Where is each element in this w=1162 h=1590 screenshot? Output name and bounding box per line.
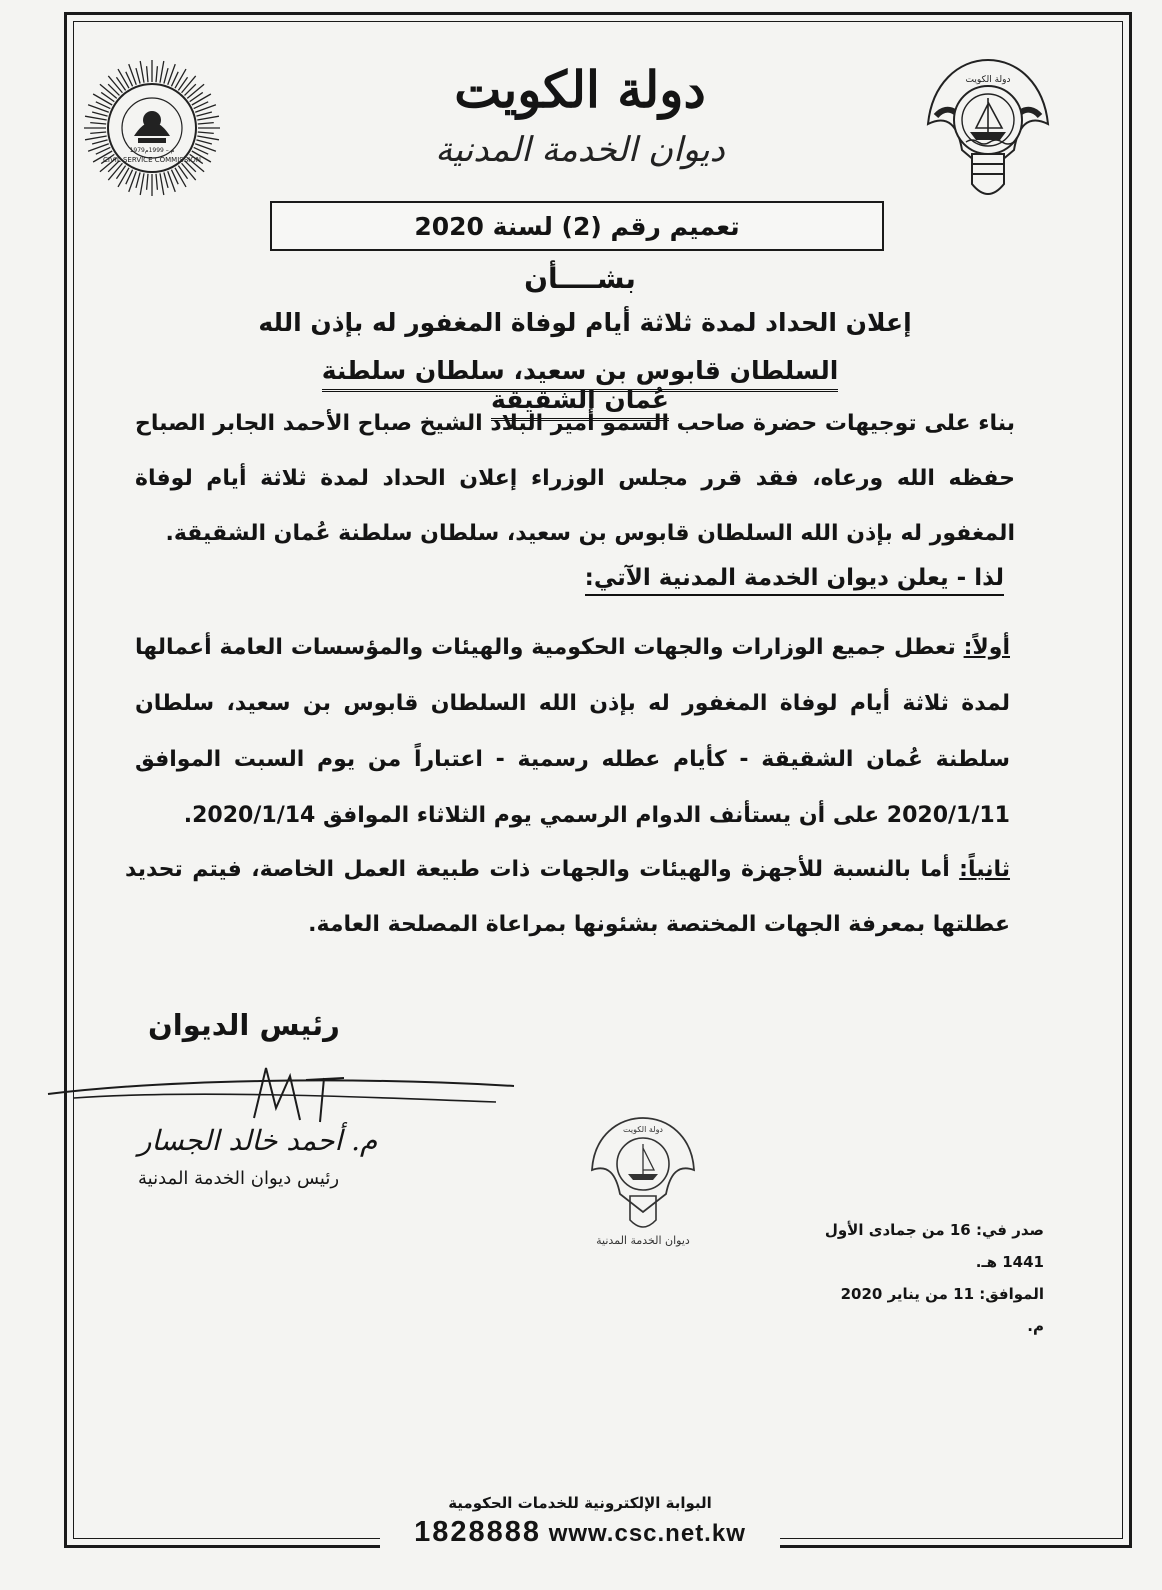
- footer-website: www.csc.net.kw: [548, 1520, 746, 1547]
- csc-sunburst-logo: [82, 58, 222, 198]
- clause-second: [125, 842, 1010, 952]
- circular-title: تعميم رقم (2) لسنة 2020: [414, 211, 740, 241]
- head-title: رئيس الديوان: [148, 1008, 340, 1042]
- regarding-heading: بشــــأن: [524, 262, 636, 295]
- agency-name: ديوان الخدمة المدنية: [435, 130, 725, 170]
- announcement-heading: [585, 565, 1004, 591]
- stamp-top-text: دولة الكويت: [623, 1125, 663, 1134]
- subject-line-2: السلطان قابوس بن سعيد، سلطان سلطنة عُمان الشقيقة: [322, 356, 839, 421]
- clause-second-text: أما بالنسبة للأجهزة والهيئات والجهات ذات طبيعة العمل الخاصة، فيتم تحديد عطلتها بمعرفة الجهات المختصة بشئونها بمراعاة المصلحة العامة.: [125, 857, 1010, 937]
- clause-second-label: ثانياً:: [959, 857, 1010, 882]
- signatory-position: رئيس ديوان الخدمة المدنية: [138, 1168, 340, 1189]
- clause-first-label: أولاً:: [963, 635, 1010, 660]
- issue-date-block: [824, 1214, 1044, 1342]
- intro-paragraph: بناء على توجيهات حضرة صاحب السمو أمير البلاد الشيخ صباح الأحمد الجابر الصباح حفظه الله ورعاه، فقد قرر مجلس الوزراء إعلان الحداد لمدة ثلاثة أيام لوفاة المغفور له بإذن الله السلطان قابوس بن سعيد، سلطان سلطنة عُمان الشقيقة.: [135, 411, 1015, 546]
- left-seal-years: 1979م – 1999م: [129, 147, 175, 154]
- clause-first: [135, 620, 1010, 844]
- clause-first-text: تعطل جميع الوزارات والجهات الحكومية والهيئات والمؤسسات العامة أعمالها لمدة ثلاثة أيام لوفاة المغفور له بإذن الله السلطان قابوس بن سعيد، سلطان سلطنة عُمان الشقيقة - كأيام عطله رسمية - اعتباراً من يوم السبت الموافق 2020/1/11 على أن يستأنف الدوام الرسمي يوم الثلاثاء الموافق 2020/1/14.: [135, 635, 1010, 828]
- subject-line-1: إعلان الحداد لمدة ثلاثة أيام لوفاة المغفور له بإذن الله: [258, 308, 912, 337]
- signatory-name: م. أحمد خالد الجسار: [138, 1124, 378, 1157]
- footer-phone: 1828888: [414, 1516, 542, 1548]
- issue-date-hijri: صدر في: 16 من جمادى الأول 1441 هـ.: [824, 1221, 1044, 1271]
- handwritten-signature: [44, 1060, 524, 1134]
- right-seal-caption: دولة الكويت: [965, 75, 1011, 85]
- issue-date-gregorian: الموافق: 11 من يناير 2020 م.: [840, 1285, 1044, 1335]
- left-seal-caption: CIVIL SERVICE COMMISSION: [103, 156, 201, 164]
- stamp-bottom-text: ديوان الخدمة المدنية: [596, 1234, 690, 1247]
- announcement-text: لذا - يعلن ديوان الخدمة المدنية الآتي:: [585, 565, 1004, 596]
- kuwait-emblem: [918, 54, 1058, 214]
- footer-portal-label: البوابة الإلكترونية للخدمات الحكومية: [448, 1494, 712, 1512]
- footer-contact: [380, 1516, 780, 1549]
- official-stamp: [578, 1112, 708, 1252]
- circular-number-box: [270, 201, 884, 251]
- country-name: دولة الكويت: [454, 60, 706, 119]
